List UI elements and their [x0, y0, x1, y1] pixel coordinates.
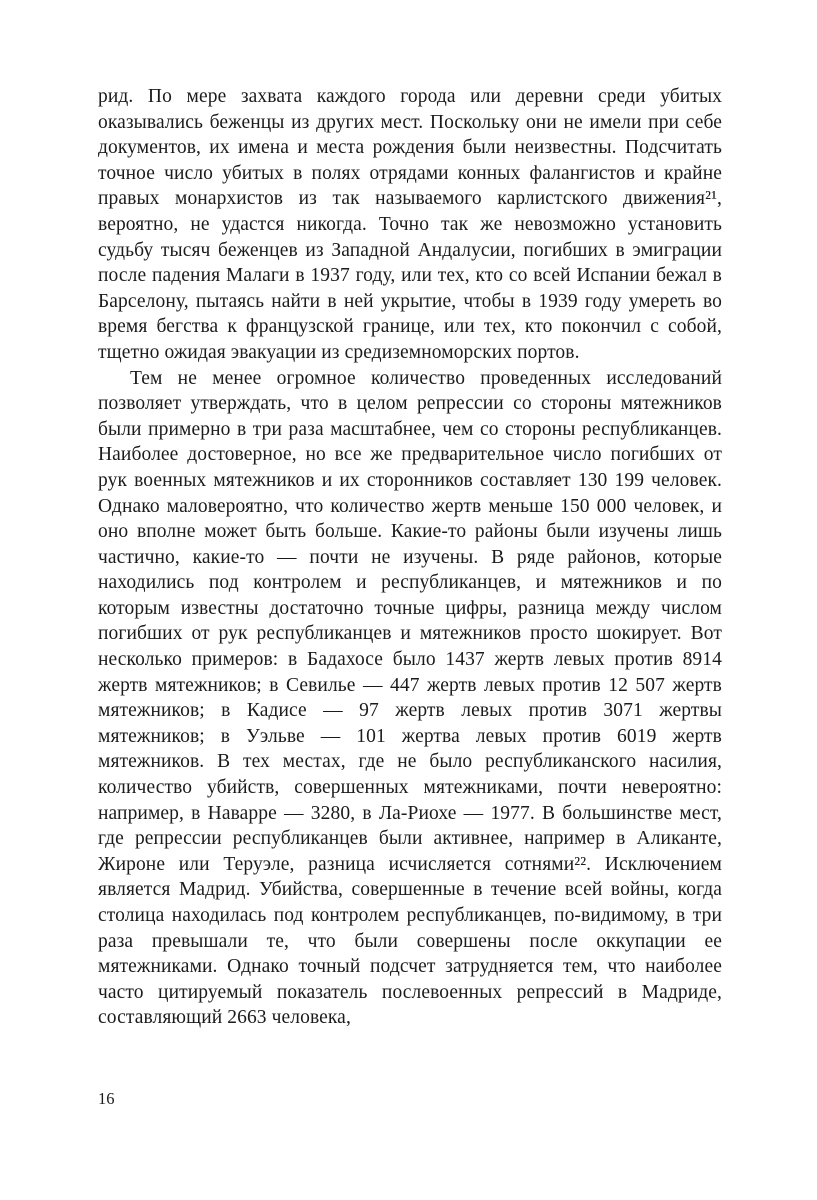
body-text: [98, 84, 722, 1031]
page-number: 16: [98, 1089, 115, 1108]
paragraph-second: Тем не менее огромное количество проведенных исследований позволяет утверждать, что в целом репрессии со стороны мятежников были примерно в три раза масштабнее, чем со стороны республиканцев. Наиболее достоверное, но все же предварительное число погибших от рук военных мятежников и их сторонников составляет 130 199 человек. Однако маловероятно, что количество жертв меньше 150 000 человек, и оно вполне может быть больше. Какие-то районы были изучены лишь частично, какие-то — почти не изучены. В ряде районов, которые находились под контролем и республиканцев, и мятежников и по которым известны достаточно точные цифры, разница между числом погибших от рук республиканцев и мятежников просто шокирует. Вот несколько примеров: в Бадахосе было 1437 жертв левых против 8914 жертв мятежников; в Севилье — 447 жертв левых против 12 507 жертв мятежников; в Кадисе — 97 жертв левых против 3071 жертвы мятежников; в Уэльве — 101 жертва левых против 6019 жертв мятежников. В тех местах, где не было республиканского насилия, количество убийств, совершенных мятежниками, почти невероятно: например, в Наварре — 3280, в Ла-Риохе — 1977. В большинстве мест, где репрессии республиканцев были активнее, например в Аликанте, Жироне или Теруэле, разница исчисляется сотнями²². Исключением является Мадрид. Убийства, совершенные в течение всей войны, когда столица находилась под контролем республиканцев, по-видимому, в три раза превышали те, что были совершены после оккупации ее мятежниками. Однако точный подсчет затрудняется тем, что наиболее часто цитируемый показатель послевоенных репрессий в Мадриде, составляющий 2663 человека,: [98, 367, 722, 1029]
paragraph-continuation: рид. По мере захвата каждого города или деревни среди убитых оказывались беженцы из других мест. Поскольку они не имели при себе документов, их имена и места рождения были неизвестны. Подсчитать точное число убитых в полях отрядами конных фалангистов и крайне правых монархистов из так называемого карлистского движения²¹, вероятно, не удастся никогда. Точно так же невозможно установить судьбу тысяч беженцев из Западной Андалусии, погибших в эмиграции после падения Малаги в 1937 году, или тех, кто со всей Испании бежал в Барселону, пытаясь найти в ней укрытие, чтобы в 1939 году умереть во время бегства к французской границе, или тех, кто покончил с собой, тщетно ожидая эвакуации из средиземноморских портов.: [98, 86, 722, 363]
